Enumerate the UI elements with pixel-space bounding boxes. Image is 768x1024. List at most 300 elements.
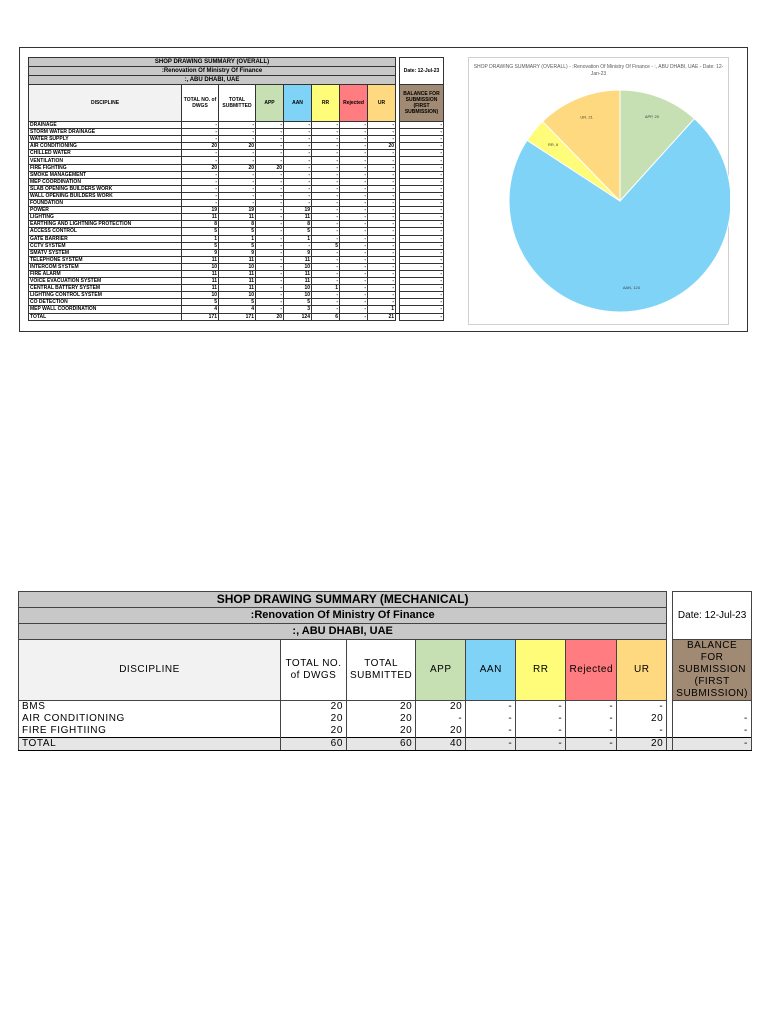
cell-ur: -: [368, 278, 396, 285]
cell-aan: -: [284, 129, 312, 136]
cell-rr: -: [312, 122, 340, 129]
cell-app: -: [256, 200, 284, 207]
cell-rr: -: [312, 207, 340, 214]
cell-rejected: -: [340, 263, 368, 270]
cell-rr: -: [312, 164, 340, 171]
cell-submitted: -: [219, 157, 256, 164]
cell-submitted: 60: [347, 738, 416, 751]
cell-aan: 9: [284, 249, 312, 256]
cell-rr: -: [312, 270, 340, 277]
cell-discipline: VOICE EVACUATION SYSTEM: [29, 278, 182, 285]
cell-discipline: CHILLED WATER: [29, 150, 182, 157]
cell-rr: -: [312, 249, 340, 256]
cell-rr: -: [312, 143, 340, 150]
cell-discipline: WATER SUPPLY: [29, 136, 182, 143]
table-row: [29, 171, 444, 178]
cell-aan: -: [284, 171, 312, 178]
cell-rejected: -: [340, 171, 368, 178]
cell-submitted: 4: [219, 306, 256, 313]
cell-rejected: -: [340, 207, 368, 214]
mech-col-header-aan: AAN: [466, 640, 516, 701]
table-row: [29, 214, 444, 221]
cell-total: 20: [281, 725, 347, 738]
total-row: [29, 313, 444, 320]
cell-ur: -: [368, 157, 396, 164]
cell-ur: -: [368, 292, 396, 299]
cell-discipline: SMOKE MANAGEMENT: [29, 171, 182, 178]
cell-balance: -: [400, 313, 444, 320]
cell-discipline: MEP WALL COORDINATION: [29, 306, 182, 313]
cell-discipline: FIRE ALARM: [29, 270, 182, 277]
cell-aan: -: [284, 178, 312, 185]
cell-rejected: -: [340, 143, 368, 150]
cell-balance: -: [400, 192, 444, 199]
cell-ur: 20: [617, 713, 667, 725]
cell-rejected: -: [340, 164, 368, 171]
cell-total: 171: [182, 313, 219, 320]
cell-total: 20: [281, 713, 347, 725]
cell-app: -: [256, 299, 284, 306]
cell-rejected: -: [340, 136, 368, 143]
table-row: [29, 292, 444, 299]
cell-total: -: [182, 178, 219, 185]
cell-total: -: [182, 200, 219, 207]
cell-balance: -: [400, 185, 444, 192]
mech-col-header-balance: BALANCE FOR SUBMISSION (FIRST SUBMISSION): [673, 640, 752, 701]
cell-app: -: [256, 129, 284, 136]
cell-rejected: -: [340, 221, 368, 228]
cell-rejected: -: [340, 129, 368, 136]
cell-discipline: INTERCOM SYSTEM: [29, 263, 182, 270]
overall-title: SHOP DRAWING SUMMARY (OVERALL): [29, 58, 396, 67]
cell-rejected: -: [340, 256, 368, 263]
cell-ur: -: [368, 256, 396, 263]
cell-discipline: MEP COORDINATION: [29, 178, 182, 185]
cell-balance: -: [400, 221, 444, 228]
cell-ur: -: [368, 200, 396, 207]
table-row: [29, 306, 444, 313]
mech-col-header-discipline: DISCIPLINE: [19, 640, 281, 701]
cell-rr: -: [312, 235, 340, 242]
cell-app: -: [256, 136, 284, 143]
table-row: [29, 221, 444, 228]
cell-submitted: 8: [219, 221, 256, 228]
cell-discipline: AIR CONDITIONING: [29, 143, 182, 150]
cell-app: -: [256, 207, 284, 214]
cell-rejected: -: [340, 278, 368, 285]
cell-app: -: [256, 214, 284, 221]
cell-aan: -: [284, 192, 312, 199]
cell-ur: -: [368, 270, 396, 277]
cell-aan: 1: [284, 235, 312, 242]
cell-rr: -: [312, 171, 340, 178]
cell-discipline: FIRE FIGHTIING: [19, 725, 281, 738]
cell-aan: 11: [284, 214, 312, 221]
cell-balance: -: [400, 306, 444, 313]
cell-balance: -: [400, 171, 444, 178]
cell-aan: -: [466, 725, 516, 738]
cell-aan: 11: [284, 256, 312, 263]
mech-col-header-total-submitted: TOTAL SUBMITTED: [347, 640, 416, 701]
cell-discipline: FOUNDATION: [29, 200, 182, 207]
cell-ur: -: [368, 299, 396, 306]
cell-balance: -: [400, 285, 444, 292]
cell-submitted: -: [219, 192, 256, 199]
cell-rejected: -: [340, 122, 368, 129]
cell-aan: 8: [284, 221, 312, 228]
cell-discipline: GATE BARRIER: [29, 235, 182, 242]
cell-aan: -: [284, 200, 312, 207]
cell-rr: -: [312, 157, 340, 164]
cell-ur: -: [368, 164, 396, 171]
cell-rejected: -: [340, 285, 368, 292]
table-row: [29, 228, 444, 235]
cell-app: -: [256, 171, 284, 178]
cell-ur: 21: [368, 313, 396, 320]
cell-rr: -: [516, 725, 566, 738]
table-row: [19, 713, 752, 725]
cell-ur: -: [368, 122, 396, 129]
cell-balance: -: [400, 157, 444, 164]
cell-submitted: 11: [219, 214, 256, 221]
cell-total: -: [182, 150, 219, 157]
cell-app: -: [256, 192, 284, 199]
cell-submitted: 10: [219, 292, 256, 299]
cell-aan: -: [284, 185, 312, 192]
cell-discipline: LIGHTING CONTROL SYSTEM: [29, 292, 182, 299]
cell-balance: -: [400, 235, 444, 242]
cell-ur: 20: [368, 143, 396, 150]
cell-aan: -: [284, 143, 312, 150]
cell-rejected: -: [340, 157, 368, 164]
cell-discipline: BMS: [19, 701, 281, 714]
table-row: [29, 150, 444, 157]
cell-submitted: 5: [219, 242, 256, 249]
cell-app: -: [256, 178, 284, 185]
table-row: [29, 192, 444, 199]
cell-rejected: -: [340, 235, 368, 242]
cell-app: -: [256, 249, 284, 256]
cell-total: 20: [281, 701, 347, 714]
cell-rr: -: [312, 214, 340, 221]
cell-rr: -: [312, 306, 340, 313]
cell-app: -: [256, 228, 284, 235]
cell-rejected: -: [340, 313, 368, 320]
mech-col-header-rr: RR: [516, 640, 566, 701]
cell-submitted: 5: [219, 228, 256, 235]
cell-discipline: SLAB OPENING BUILDERS WORK: [29, 185, 182, 192]
cell-aan: 10: [284, 263, 312, 270]
cell-submitted: 11: [219, 270, 256, 277]
cell-aan: -: [284, 242, 312, 249]
cell-rr: -: [312, 278, 340, 285]
cell-rr: -: [516, 738, 566, 751]
mechanical-title: SHOP DRAWING SUMMARY (MECHANICAL): [19, 592, 667, 608]
cell-app: -: [256, 285, 284, 292]
cell-balance: -: [673, 738, 752, 751]
mech-col-header-app: APP: [416, 640, 466, 701]
cell-ur: -: [368, 235, 396, 242]
cell-discipline: TELEPHONE SYSTEM: [29, 256, 182, 263]
cell-total: 20: [182, 143, 219, 150]
cell-app: -: [256, 143, 284, 150]
cell-balance: -: [673, 713, 752, 725]
cell-ur: -: [617, 701, 667, 714]
cell-submitted: 20: [347, 713, 416, 725]
cell-submitted: -: [219, 122, 256, 129]
cell-balance: -: [400, 129, 444, 136]
cell-app: -: [256, 157, 284, 164]
cell-balance: -: [673, 725, 752, 738]
cell-total: -: [182, 136, 219, 143]
cell-aan: -: [284, 150, 312, 157]
cell-rr: -: [312, 228, 340, 235]
cell-rejected: -: [340, 200, 368, 207]
cell-aan: 3: [284, 306, 312, 313]
cell-submitted: -: [219, 178, 256, 185]
cell-total: 5: [182, 228, 219, 235]
cell-balance: -: [400, 122, 444, 129]
cell-aan: -: [284, 164, 312, 171]
table-row: [29, 299, 444, 306]
cell-discipline: CCTV SYSTEM: [29, 242, 182, 249]
cell-rejected: -: [340, 270, 368, 277]
cell-app: -: [256, 263, 284, 270]
cell-rr: -: [312, 192, 340, 199]
table-row: [29, 249, 444, 256]
cell-rejected: -: [340, 185, 368, 192]
cell-submitted: 20: [347, 725, 416, 738]
cell-total: 5: [182, 299, 219, 306]
cell-app: -: [256, 185, 284, 192]
cell-app: 20: [416, 701, 466, 714]
cell-submitted: 20: [347, 701, 416, 714]
cell-total: 4: [182, 306, 219, 313]
cell-app: -: [416, 713, 466, 725]
mechanical-summary-table: [18, 591, 752, 751]
cell-discipline: CENTRAL BATTERY SYSTEM: [29, 285, 182, 292]
cell-app: -: [256, 278, 284, 285]
cell-ur: -: [368, 285, 396, 292]
cell-submitted: -: [219, 185, 256, 192]
cell-balance: -: [400, 299, 444, 306]
cell-rejected: -: [340, 292, 368, 299]
cell-aan: 124: [284, 313, 312, 320]
cell-total: -: [182, 122, 219, 129]
cell-discipline: SMATV SYSTEM: [29, 249, 182, 256]
table-row: [29, 164, 444, 171]
cell-total: -: [182, 192, 219, 199]
overall-summary-table: [28, 57, 444, 321]
table-row: [29, 200, 444, 207]
col-header-app: APP: [256, 85, 284, 122]
cell-balance: -: [400, 278, 444, 285]
cell-rejected: -: [340, 192, 368, 199]
table-row: [29, 207, 444, 214]
table-row: [29, 143, 444, 150]
cell-discipline: STORM WATER DRAINAGE: [29, 129, 182, 136]
cell-balance: -: [400, 178, 444, 185]
cell-total: 11: [182, 214, 219, 221]
cell-balance: -: [400, 136, 444, 143]
table-row: [29, 263, 444, 270]
cell-submitted: 19: [219, 207, 256, 214]
cell-total: 5: [182, 242, 219, 249]
cell-discipline: LIGHTING: [29, 214, 182, 221]
pie-label-ur: UR, 21: [580, 114, 593, 120]
cell-balance: -: [400, 214, 444, 221]
cell-aan: -: [284, 122, 312, 129]
cell-rr: -: [516, 701, 566, 714]
cell-app: -: [256, 306, 284, 313]
cell-rr: -: [312, 263, 340, 270]
table-row: [29, 278, 444, 285]
col-header-total-dwgs: TOTAL NO. of DWGS: [182, 85, 219, 122]
cell-total: -: [182, 185, 219, 192]
cell-balance: -: [400, 256, 444, 263]
cell-submitted: 5: [219, 299, 256, 306]
cell-submitted: -: [219, 171, 256, 178]
cell-app: 20: [256, 164, 284, 171]
cell-total: 1: [182, 235, 219, 242]
table-row: [19, 701, 752, 714]
cell-rejected: -: [566, 701, 617, 714]
cell-submitted: 20: [219, 164, 256, 171]
cell-rejected: -: [566, 738, 617, 751]
mechanical-project-name: :Renovation Of Ministry Of Finance: [19, 608, 667, 624]
cell-balance: -: [400, 150, 444, 157]
overall-location: :, ABU DHABI, UAE: [29, 76, 396, 85]
cell-total: 11: [182, 270, 219, 277]
cell-app: -: [256, 242, 284, 249]
cell-aan: 19: [284, 207, 312, 214]
cell-discipline: AIR CONDITIONING: [19, 713, 281, 725]
cell-total: 11: [182, 278, 219, 285]
cell-total: 20: [182, 164, 219, 171]
mech-col-header-ur: UR: [617, 640, 667, 701]
cell-submitted: 11: [219, 256, 256, 263]
cell-rr: -: [312, 256, 340, 263]
cell-ur: -: [368, 150, 396, 157]
cell-rejected: -: [340, 299, 368, 306]
col-header-ur: UR: [368, 85, 396, 122]
cell-balance: -: [400, 270, 444, 277]
mechanical-location: :, ABU DHABI, UAE: [19, 624, 667, 640]
mech-col-header-rejected: Rejected: [566, 640, 617, 701]
cell-rr: -: [312, 200, 340, 207]
cell-rejected: -: [340, 228, 368, 235]
cell-rr: 5: [312, 242, 340, 249]
cell-app: -: [256, 235, 284, 242]
cell-ur: -: [368, 249, 396, 256]
cell-ur: -: [368, 136, 396, 143]
cell-submitted: 9: [219, 249, 256, 256]
cell-submitted: -: [219, 129, 256, 136]
cell-submitted: -: [219, 136, 256, 143]
col-header-discipline: DISCIPLINE: [29, 85, 182, 122]
pie-label-rr: RR, 6: [548, 141, 559, 147]
cell-rr: -: [312, 299, 340, 306]
cell-rejected: -: [340, 306, 368, 313]
cell-aan: -: [284, 136, 312, 143]
cell-aan: -: [466, 701, 516, 714]
cell-ur: -: [368, 228, 396, 235]
cell-rejected: -: [340, 242, 368, 249]
cell-submitted: 20: [219, 143, 256, 150]
cell-app: -: [256, 256, 284, 263]
cell-ur: -: [368, 242, 396, 249]
cell-app: 20: [256, 313, 284, 320]
cell-ur: -: [368, 221, 396, 228]
cell-balance: -: [400, 207, 444, 214]
cell-submitted: 171: [219, 313, 256, 320]
table-row: [29, 122, 444, 129]
pie-svg: [469, 58, 730, 326]
table-row: [29, 270, 444, 277]
cell-app: -: [256, 150, 284, 157]
cell-submitted: -: [219, 200, 256, 207]
table-row: [19, 725, 752, 738]
cell-total: 10: [182, 263, 219, 270]
cell-ur: -: [368, 171, 396, 178]
cell-app: -: [256, 122, 284, 129]
cell-aan: -: [466, 738, 516, 751]
col-header-rr: RR: [312, 85, 340, 122]
cell-submitted: 11: [219, 285, 256, 292]
overall-summary-block: [19, 47, 748, 332]
cell-app: -: [256, 270, 284, 277]
cell-rr: -: [312, 221, 340, 228]
col-header-rejected: Rejected: [340, 85, 368, 122]
chart-title: SHOP DRAWING SUMMARY (OVERALL) - :Renovation Of Ministry Of Finance - :, ABU DHABI, UAE - Date: 12-Jan-23: [473, 64, 724, 77]
cell-aan: -: [284, 157, 312, 164]
cell-total: 11: [182, 285, 219, 292]
cell-discipline: FIRE FIGHTING: [29, 164, 182, 171]
cell-rr: 6: [312, 313, 340, 320]
cell-discipline: DRAINAGE: [29, 122, 182, 129]
cell-app: 20: [416, 725, 466, 738]
pie-label-aan: AAN, 124: [622, 285, 640, 291]
cell-rr: -: [312, 178, 340, 185]
col-header-aan: AAN: [284, 85, 312, 122]
cell-discipline: TOTAL: [29, 313, 182, 320]
cell-total: 8: [182, 221, 219, 228]
cell-rejected: -: [340, 214, 368, 221]
cell-aan: 10: [284, 292, 312, 299]
cell-discipline: CO DETECTION: [29, 299, 182, 306]
cell-submitted: 10: [219, 263, 256, 270]
table-row: [29, 157, 444, 164]
cell-aan: 5: [284, 299, 312, 306]
cell-rejected: -: [340, 178, 368, 185]
cell-balance: -: [400, 200, 444, 207]
cell-total: -: [182, 171, 219, 178]
cell-aan: 11: [284, 270, 312, 277]
cell-discipline: POWER: [29, 207, 182, 214]
cell-rr: 1: [312, 285, 340, 292]
col-header-balance: BALANCE FOR SUBMISSION (FIRST SUBMISSION): [400, 85, 444, 122]
cell-balance: -: [400, 249, 444, 256]
cell-total: -: [182, 129, 219, 136]
cell-submitted: 11: [219, 278, 256, 285]
cell-rejected: -: [340, 150, 368, 157]
cell-balance: -: [400, 263, 444, 270]
cell-app: -: [256, 221, 284, 228]
table-row: [29, 129, 444, 136]
cell-discipline: EARTHING AND LIGHTNING PROTECTION: [29, 221, 182, 228]
cell-aan: 10: [284, 285, 312, 292]
cell-submitted: 1: [219, 235, 256, 242]
